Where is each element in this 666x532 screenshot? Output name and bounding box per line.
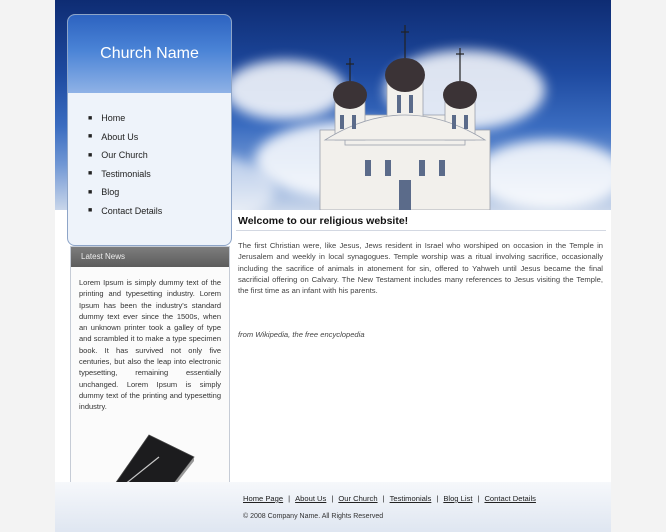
- nav-item-label: Our Church: [101, 150, 148, 161]
- nav-item-contact-details[interactable]: [88, 202, 231, 221]
- intro-paragraph: The first Christian were, like Jesus, Jews resident in Israel who worshiped on occasion in the Temple in Jerusalem and weekly in local synagogues. Temple worship was a ritual involving sacrifice, occasionally including the sacrifice of animals in atonement for sin, offered to Yahweh until Jesus became the final sacrificial offering on Calvary. The New Testament includes many references to Jesus visiting the Temple, the first time as an infant with his parents.: [238, 241, 603, 296]
- footer-link-contact-details[interactable]: Contact Details: [484, 494, 536, 503]
- footer-background: [55, 482, 611, 532]
- nav-item-testimonials[interactable]: [88, 165, 231, 184]
- nav-item-label: Testimonials: [101, 168, 151, 179]
- site-logo[interactable]: [68, 15, 231, 93]
- nav-item-our-church[interactable]: [88, 146, 231, 165]
- bullet-icon: ■: [88, 188, 93, 196]
- footer-link-blog-list[interactable]: Blog List: [443, 494, 473, 503]
- nav-item-label: Blog: [101, 187, 120, 198]
- bullet-icon: ■: [88, 170, 93, 178]
- footer-link-our-church[interactable]: Our Church: [338, 494, 378, 503]
- nav-item-home[interactable]: [88, 109, 231, 128]
- separator: |: [436, 494, 439, 503]
- main-navigation: [68, 93, 231, 220]
- nav-item-label: About Us: [101, 131, 139, 142]
- footer-link-testimonials[interactable]: Testimonials: [389, 494, 432, 503]
- nav-item-about-us[interactable]: [88, 128, 231, 147]
- bullet-icon: ■: [88, 151, 93, 159]
- nav-item-label: Contact Details: [101, 205, 163, 216]
- separator: |: [288, 494, 291, 503]
- page-title: Welcome to our religious website!: [238, 215, 409, 227]
- sidebar-panel: [67, 14, 232, 246]
- nav-item-blog[interactable]: [88, 183, 231, 202]
- cathedral-image: [305, 20, 505, 210]
- bullet-icon: ■: [88, 133, 93, 141]
- separator: |: [382, 494, 385, 503]
- footer-navigation: [243, 494, 536, 503]
- bullet-icon: ■: [88, 114, 93, 122]
- site-title: Church Name: [100, 45, 199, 62]
- separator: |: [331, 494, 334, 503]
- footer-link-home-page[interactable]: Home Page: [243, 494, 284, 503]
- nav-item-label: Home: [101, 113, 126, 124]
- content-divider: [236, 230, 606, 231]
- copyright-text: © 2008 Company Name. All Rights Reserved: [243, 513, 384, 520]
- latest-news-heading: Latest News: [71, 247, 229, 267]
- separator: |: [477, 494, 480, 503]
- source-note: from Wikipedia, the free encyclopedia: [238, 330, 365, 339]
- latest-news-text: Lorem Ipsum is simply dummy text of the printing and typesetting industry. Lorem Ipsum has been the industry's standard dummy text ever since the 1500s, when an unknown printer took a galley of type and scrambled it to make a type specimen book. It has survived not only five centuries, but also the leap into electronic typesetting, remaining essentially unchanged. Lorem Ipsum is simply dummy text of the printing and typesetting industry.: [79, 278, 221, 412]
- footer-link-about-us[interactable]: About Us: [295, 494, 327, 503]
- bullet-icon: ■: [88, 207, 93, 215]
